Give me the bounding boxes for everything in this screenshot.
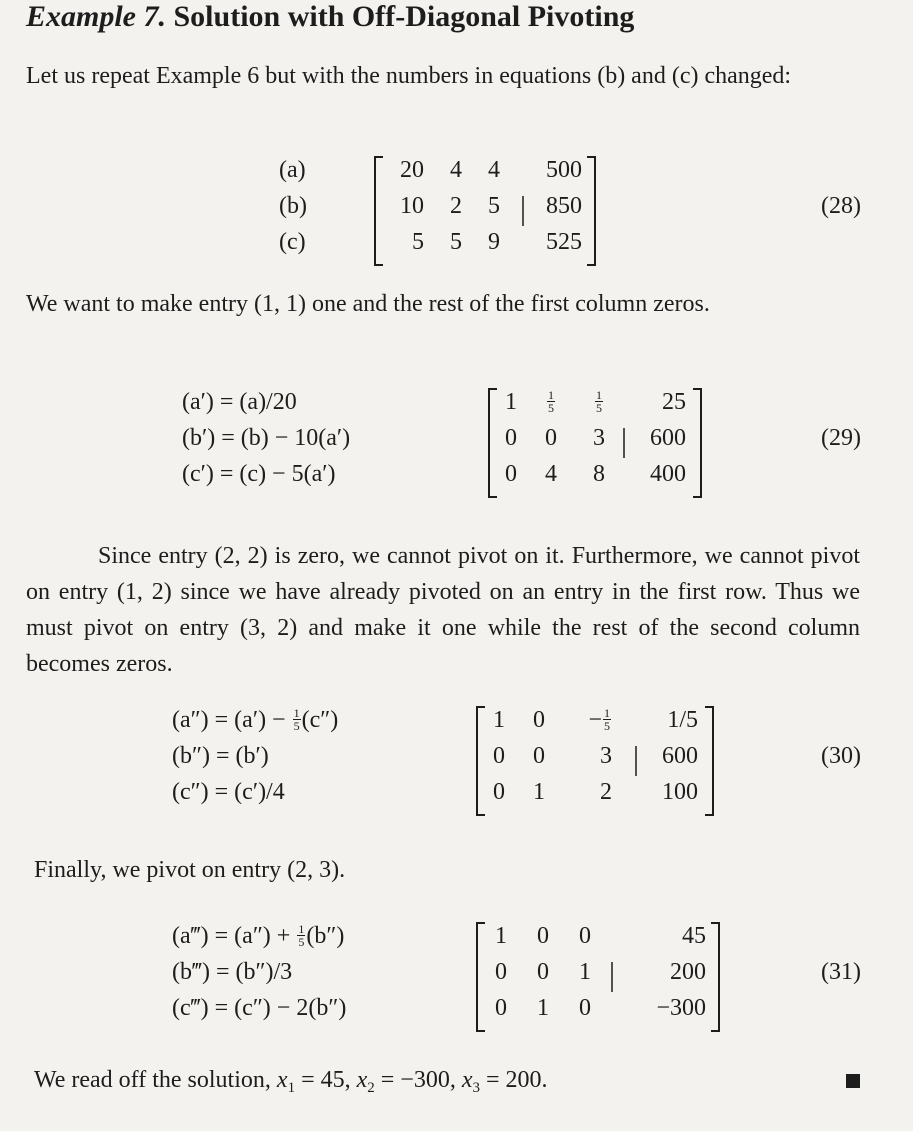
cell: 1	[505, 389, 517, 415]
cell: 5	[450, 229, 462, 255]
cell: 600	[650, 425, 686, 451]
cell: 0	[579, 995, 591, 1021]
matrix-column-3	[476, 152, 500, 260]
equation-labels	[279, 152, 307, 260]
matrix-column-1	[490, 918, 512, 1026]
cell: 0	[533, 743, 545, 769]
label-a: (a)	[279, 157, 306, 183]
cell: 500	[546, 157, 582, 183]
augment-bar	[521, 196, 525, 226]
fraction-one-fifth: $\frac{1}{5}$	[604, 705, 610, 733]
operation-b: (b″) = (b′)	[172, 743, 269, 769]
cell: 0	[505, 461, 517, 487]
solution-sentence: We read off the solution, $x_1 = 45$, $x_2 = -300$, $x_3 = 200$.	[34, 1067, 548, 1096]
cell: 0	[579, 923, 591, 949]
black-square-icon	[846, 1074, 860, 1088]
cell: 400	[650, 461, 686, 487]
cell: 100	[662, 779, 698, 805]
section-heading	[26, 0, 634, 34]
left-bracket	[486, 388, 500, 498]
cell-fraction	[540, 384, 562, 420]
cell: 8	[593, 461, 605, 487]
matrix-column-rhs	[644, 702, 698, 810]
cell: 0	[505, 425, 517, 451]
cell: 4	[488, 157, 500, 183]
cell: 0	[493, 779, 505, 805]
right-bracket	[708, 922, 722, 1032]
cell: 45	[682, 923, 706, 949]
cell: 0	[545, 425, 557, 451]
matrix-column-3	[588, 384, 610, 492]
augment-bar	[634, 746, 638, 776]
operation-a: (a″) = (a′) − $\frac{1}{5}$ (c″)	[172, 705, 339, 733]
cell: 0	[493, 743, 505, 769]
right-bracket	[702, 706, 716, 816]
label-c: (c)	[279, 229, 306, 255]
cell: 1	[533, 779, 545, 805]
matrix-column-2	[528, 702, 550, 810]
operation-list	[182, 384, 350, 492]
cell: 0	[495, 959, 507, 985]
matrix-column-3	[574, 918, 596, 1026]
operation-list	[172, 918, 346, 1026]
operation-list	[172, 702, 338, 810]
operation-c: (c‴) = (c″) − 2(b″)	[172, 995, 347, 1021]
cell-fraction	[588, 384, 610, 420]
paragraph-4: Finally, we pivot on entry (2, 3).	[34, 857, 346, 883]
operation-a: (a′) = (a)/20	[182, 389, 297, 415]
cell: 0	[495, 995, 507, 1021]
cell: 4	[545, 461, 557, 487]
operation-b: (b‴) = (b″)/3	[172, 959, 293, 985]
matrix-column-2	[540, 384, 562, 492]
cell: 1/5	[667, 707, 698, 733]
paragraph-2: We want to make entry (1, 1) one and the rest of the first column zeros.	[26, 291, 710, 317]
paragraph-3: Since entry (2, 2) is zero, we cannot pivot on it. Furthermore, we cannot pivot on entry (1, 2) since we have already pivoted on an entry in the first row. Thus we must pivot on entry (3, 2) and make it one while the rest of the second column becomes zeros.	[26, 543, 860, 677]
equation-number: (29)	[821, 425, 861, 451]
cell: 3	[593, 425, 605, 451]
cell: 1	[495, 923, 507, 949]
cell: 2	[450, 193, 462, 219]
example-label: Example 7.	[26, 0, 166, 33]
cell: 25	[662, 389, 686, 415]
fraction-one-fifth: $\frac{1}{5}$	[596, 387, 602, 415]
operation-b: (b′) = (b) − 10(a′)	[182, 425, 351, 451]
matrix-column-rhs	[630, 918, 706, 1026]
cell: 10	[400, 193, 424, 219]
right-bracket	[584, 156, 598, 266]
cell: 1	[493, 707, 505, 733]
left-bracket	[474, 706, 488, 816]
matrix-column-rhs	[530, 152, 582, 260]
cell: 0	[537, 959, 549, 985]
cell: 200	[670, 959, 706, 985]
equation-number: (30)	[821, 743, 861, 769]
operation-c: (c′) = (c) − 5(a′)	[182, 461, 336, 487]
augment-bar	[610, 962, 614, 992]
matrix-column-rhs	[632, 384, 686, 492]
equation-number: (28)	[821, 193, 861, 219]
cell: 1	[579, 959, 591, 985]
fraction-one-fifth: $\frac{1}{5}$	[293, 705, 300, 733]
cell: 0	[533, 707, 545, 733]
matrix-column-1	[388, 152, 424, 260]
cell: 2	[600, 779, 612, 805]
fraction-one-fifth: $\frac{1}{5}$	[548, 387, 554, 415]
augment-bar	[622, 428, 626, 458]
operation-c: (c″) = (c′)/4	[172, 779, 285, 805]
matrix-column-1	[500, 384, 522, 492]
cell: −300	[656, 995, 706, 1021]
right-bracket	[690, 388, 704, 498]
cell: 9	[488, 229, 500, 255]
heading-title: Solution with Off-Diagonal Pivoting	[173, 0, 635, 33]
intro-paragraph: Let us repeat Example 6 but with the numbers in equations (b) and (c) changed:	[26, 63, 792, 89]
matrix-column-3	[568, 702, 612, 810]
equation-number: (31)	[821, 959, 861, 985]
cell: 0	[537, 923, 549, 949]
cell: 4	[450, 157, 462, 183]
cell: 600	[662, 743, 698, 769]
cell: 20	[400, 157, 424, 183]
left-bracket	[474, 922, 488, 1032]
cell: 850	[546, 193, 582, 219]
matrix-column-1	[488, 702, 510, 810]
matrix-column-2	[440, 152, 462, 260]
operation-a: (a‴) = (a″) + $\frac{1}{5}$ (b″)	[172, 921, 345, 949]
label-b: (b)	[279, 193, 307, 219]
left-bracket	[372, 156, 386, 266]
cell: 5	[412, 229, 424, 255]
fraction-one-fifth: $\frac{1}{5}$	[298, 921, 305, 949]
cell: 525	[546, 229, 582, 255]
cell: 3	[600, 743, 612, 769]
matrix-column-2	[532, 918, 554, 1026]
cell: 1	[537, 995, 549, 1021]
cell-negative-fraction: − $\frac{1}{5}$	[588, 705, 610, 733]
cell: 5	[488, 193, 500, 219]
